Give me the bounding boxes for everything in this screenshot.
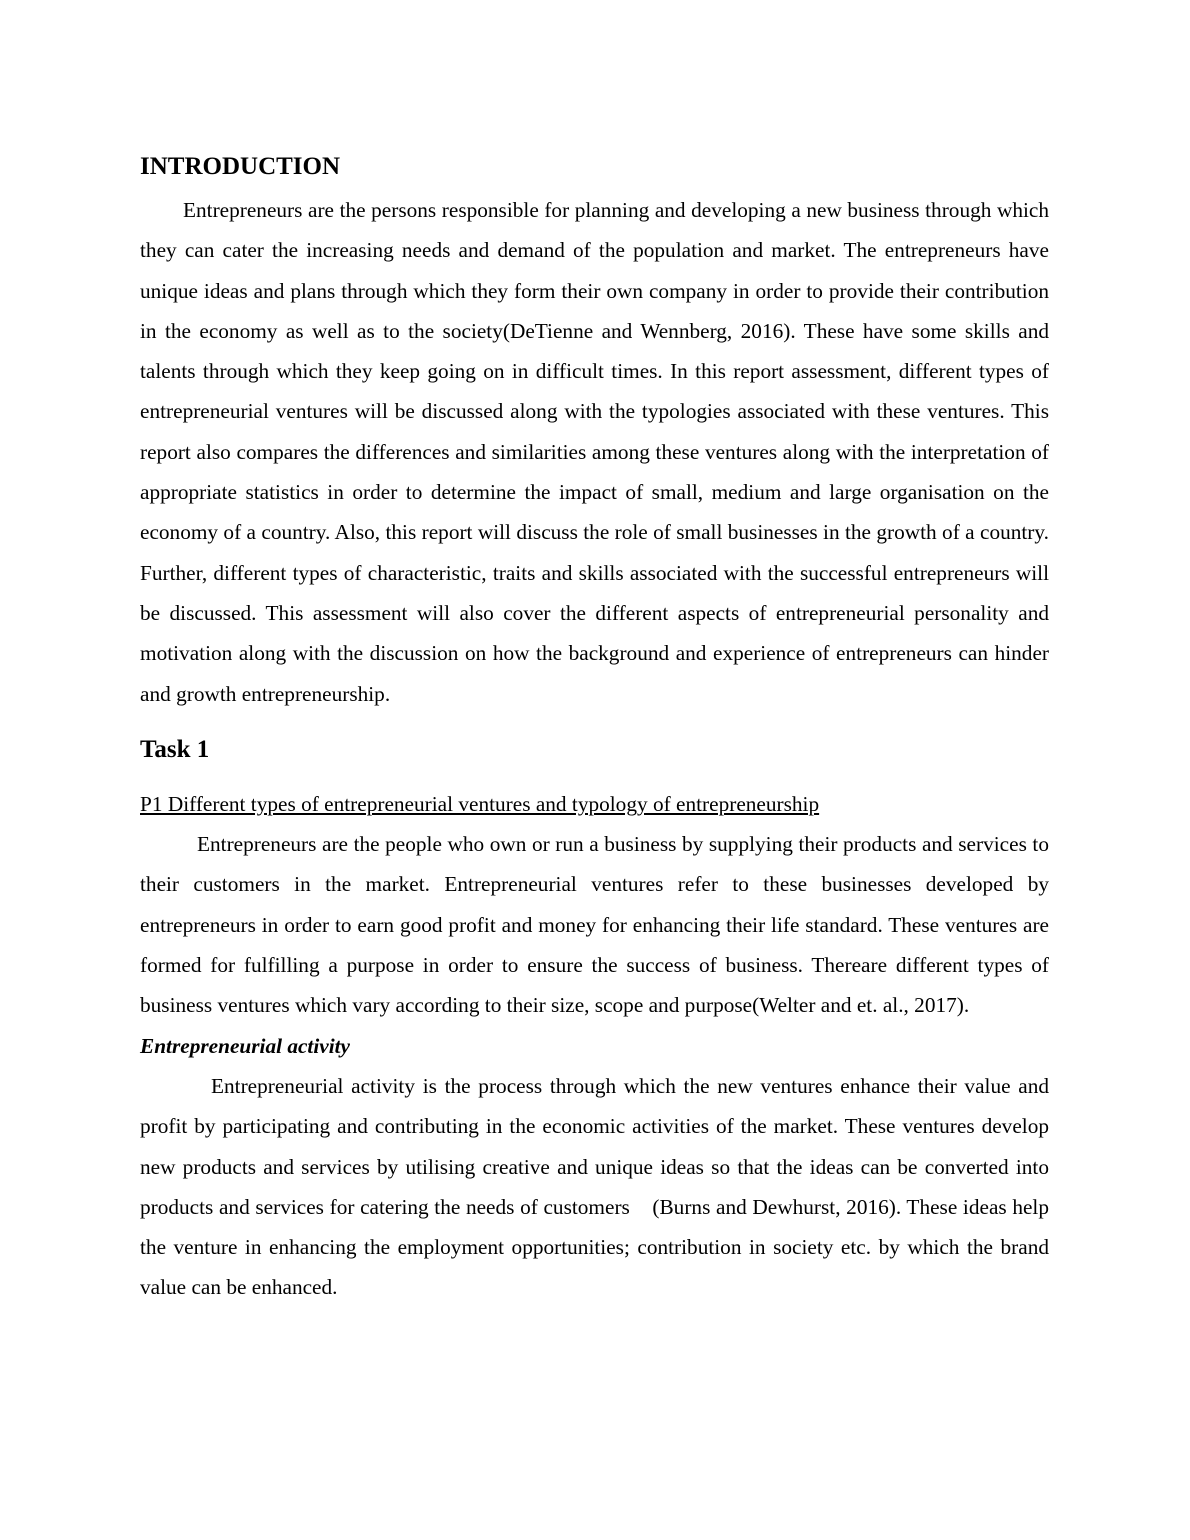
- entrepreneurial-activity-paragraph: Entrepreneurial activity is the process through which the new ventures enhance their value and profit by participating and contributing in the economic activities of the market. These ventures develop new products and services by utilising creative and unique ideas so that the ideas can be converted into products and services for catering the needs of customers (Burns and Dewhurst, 2016). These ideas help the venture in enhancing the employment opportunities; contribution in society etc. by which the brand value can be enhanced.: [140, 1073, 1055, 1300]
- task1-heading: Task 1: [140, 735, 210, 763]
- document-page: [140, 148, 1055, 1308]
- introduction-paragraph: Entrepreneurs are the persons responsible for planning and developing a new business through which they can cater the increasing needs and demand of the population and market. The entrepreneurs have unique ideas and plans through which they form their own company in order to provide their contribution in the economy as well as to the society(DeTienne and Wennberg, 2016). These have some skills and talents through which they keep going on in difficult times. In this report assessment, different types of entrepreneurial ventures will be discussed along with the typologies associated with these ventures. This report also compares the differences and similarities among these ventures along with the interpretation of appropriate statistics in order to determine the impact of small, medium and large organisation on the economy of a country. Also, this report will discuss the role of small businesses in the growth of a country. Further, different types of characteristic, traits and skills associated with the successful entrepreneurs will be discussed. This assessment will also cover the different aspects of entrepreneurial personality and motivation along with the discussion on how the background and experience of entrepreneurs can hinder and growth entrepreneurship.: [140, 198, 1049, 706]
- introduction-heading: INTRODUCTION: [140, 153, 341, 180]
- entrepreneurial-activity-heading: Entrepreneurial activity: [140, 1033, 351, 1058]
- p1-paragraph: Entrepreneurs are the people who own or run a business by supplying their products and services to their customers in the market. Entrepreneurial ventures refer to these businesses developed by entrepreneurs in order to earn good profit and money for enhancing their life standard. These ventures are formed for fulfilling a purpose in order to ensure the success of business. Thereare different types of business ventures which vary according to their size, scope and purpose(Welter and et. al., 2017).: [140, 832, 1049, 1018]
- p1-subheading: P1 Different types of entrepreneurial ventures and typology of entrepreneurship: [140, 791, 820, 816]
